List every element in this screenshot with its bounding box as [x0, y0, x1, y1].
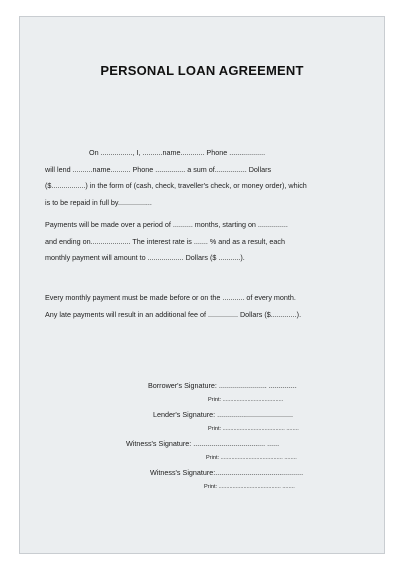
witness-print-line-2: Print: ........................................ ........ [204, 484, 295, 490]
witness-print-line: Print: ........................................ ........ [206, 455, 297, 461]
lender-signature-line: Lender's Signature: ...................................... [153, 410, 293, 419]
text-line: Every monthly payment must be made before or on the ........... of every month. [45, 293, 296, 302]
text-line: is to be repaid in full by................. [45, 197, 152, 207]
text-line: will lend ..........name.......... Phone ............... a sum of................ Dollars [45, 164, 272, 174]
document-page [19, 16, 385, 554]
page-title: PERSONAL LOAN AGREEMENT [100, 63, 304, 78]
payment-schedule-paragraph [45, 217, 375, 267]
borrower-signature-line: Borrower's Signature: ........................ .............. [148, 381, 297, 390]
witness-signature-line: Witness's Signature: .................................... ...... [126, 439, 280, 448]
witness-signature-line-2: Witness's Signature:............................................ [150, 468, 304, 477]
lender-print-line: Print: ........................................ ........ [208, 426, 299, 432]
late-payment-paragraph [45, 290, 375, 323]
text-line: Payments will be made over a period of .......... months, starting on ............... [45, 220, 288, 229]
borrower-print-line: Print: ....................................... [208, 397, 284, 403]
text-line: Any late payments will result in an additional fee of ............... Dollars ($.............). [45, 309, 302, 319]
loan-terms-paragraph [45, 145, 375, 211]
text-line: ($.................) in the form of (cash, check, traveller's check, or money order), which [45, 181, 307, 190]
text-line: On ................, I, ..........name............ Phone .................. [89, 148, 266, 157]
text-line: and ending on.................... The interest rate is ....... % and as a result, each [45, 236, 285, 246]
text-line: monthly payment will amount to .................. Dollars ($ ...........). [45, 253, 245, 262]
